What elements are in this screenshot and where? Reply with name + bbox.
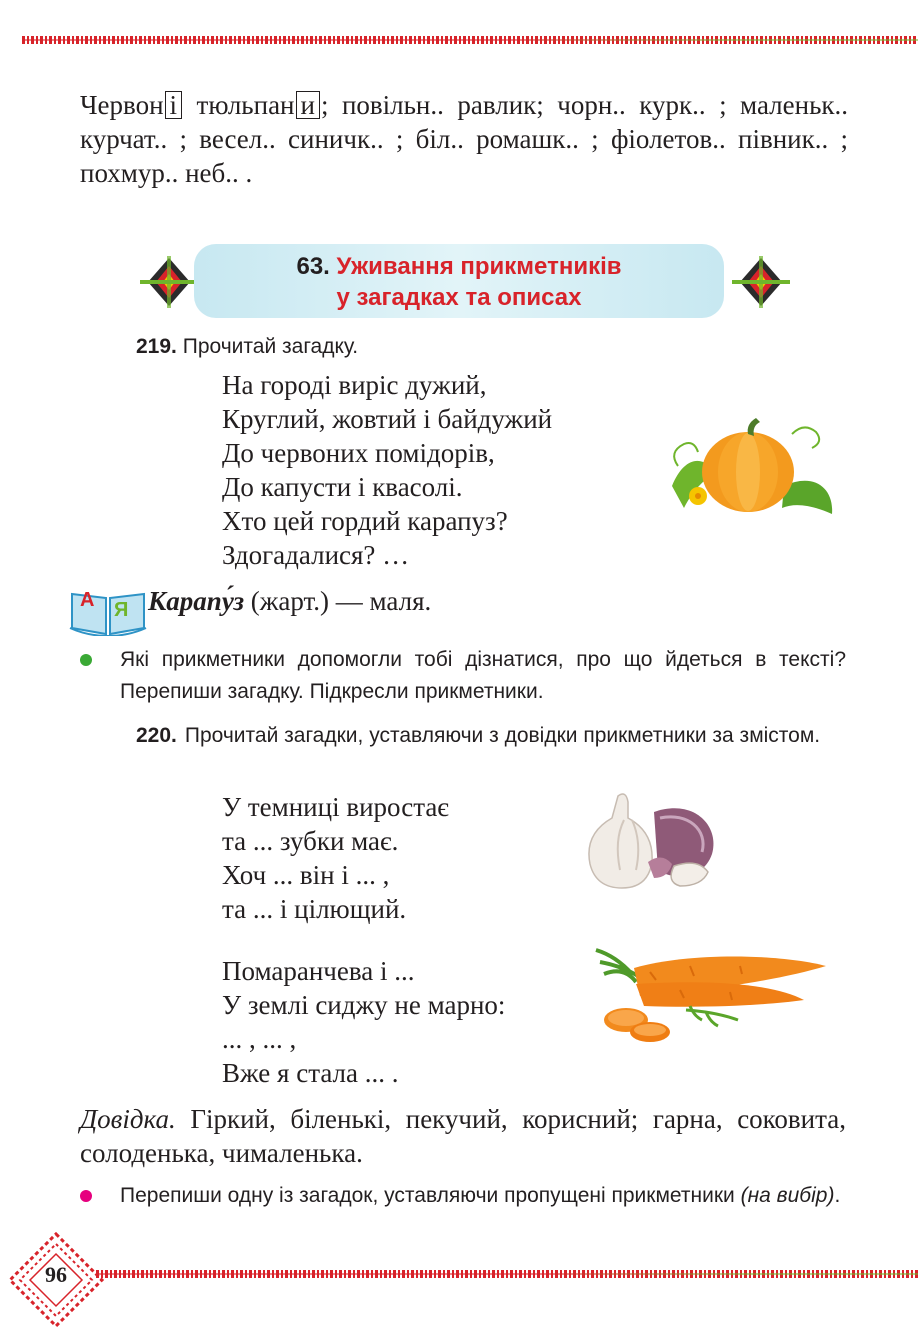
- poem-line: Вже я стала ... .: [222, 1058, 399, 1088]
- pumpkin-icon: [664, 416, 840, 524]
- dictionary-definition: (жарт.) — маля.: [244, 586, 432, 616]
- task-220-heading: [136, 720, 846, 752]
- word-fragment: Червон: [80, 90, 164, 120]
- question-1-text: Які прикметники допомогли тобі дізнатися, про що йдеться в тексті? Перепиши загадку. Підкресли прикметники.: [120, 648, 846, 703]
- topic-title-pill: [194, 244, 724, 318]
- letter-a: А: [80, 589, 95, 611]
- poem-line: Хоч ... він і ... ,: [222, 860, 390, 890]
- boxed-ending: і: [165, 91, 183, 119]
- exercise-paragraph: [80, 88, 848, 190]
- embroidery-ornament-right-icon: [732, 256, 790, 308]
- green-bullet-icon: [80, 654, 92, 666]
- hint-text: Гіркий, біленькі, пекучий, корисний; гарна, соковита, солоденька, чималенька.: [80, 1104, 846, 1168]
- page-number: 96: [45, 1262, 67, 1287]
- dictionary-term: Карапу́з: [148, 586, 244, 616]
- pink-bullet-icon: [80, 1190, 92, 1202]
- bottom-ornament-border: [96, 1270, 918, 1278]
- task-instruction: Прочитай загадки, уставляючи з довідки прикметники за змістом.: [184, 724, 821, 747]
- poem-line: На городі виріс дужий,: [222, 370, 487, 400]
- poem-line: У темниці виростає: [222, 792, 449, 822]
- riddle-garlic: [222, 790, 449, 926]
- riddle-poem-219: [222, 368, 552, 572]
- topic-title-line1: Уживання прикметників: [336, 253, 622, 280]
- boxed-ending: и: [296, 91, 320, 119]
- dictionary-entry: [148, 584, 431, 618]
- topic-title-line2: у загадках та описах: [336, 284, 582, 311]
- question-2-text: [120, 1180, 846, 1212]
- letter-ya: Я: [114, 599, 129, 621]
- question-2-end: .: [834, 1184, 841, 1207]
- garlic-icon: [584, 790, 726, 896]
- topic-header: [140, 242, 790, 322]
- word-fragment: тюльпан: [183, 90, 295, 120]
- task-number: 219.: [136, 335, 177, 358]
- task-number: 220.: [136, 724, 177, 747]
- question-2: [80, 1180, 846, 1212]
- poem-line: У землі сиджу не марно:: [222, 990, 506, 1020]
- carrot-icon: [590, 940, 834, 1044]
- embroidery-ornament-left-icon: [140, 256, 198, 308]
- poem-line: ... , ... ,: [222, 1024, 297, 1054]
- riddle-carrot: [222, 954, 505, 1090]
- poem-line: Круглий, жовтий і байдужий: [222, 404, 553, 434]
- poem-line: та ... зубки має.: [222, 826, 399, 856]
- poem-line: До червоних помідорів,: [222, 438, 495, 468]
- task-instruction: Прочитай загадку.: [182, 335, 359, 358]
- question-2-main: Перепиши одну із загадок, уставляючи пропущені прикметники: [120, 1184, 741, 1207]
- poem-line: та ... і цілющий.: [222, 894, 407, 924]
- question-2-italic: (на вибір): [740, 1184, 835, 1207]
- poem-line: Здогадалися? …: [222, 540, 410, 570]
- poem-line: Хто цей гордий карапуз?: [222, 506, 508, 536]
- hint-paragraph: [80, 1102, 846, 1170]
- open-book-dictionary-icon: [68, 580, 148, 636]
- top-ornament-border: [22, 36, 918, 44]
- topic-number: 63.: [296, 253, 330, 280]
- poem-line: До капусти і квасолі.: [222, 472, 463, 502]
- task-219-heading: [136, 331, 358, 363]
- poem-line: Помаранчева і ...: [222, 956, 415, 986]
- hint-label: Довідка.: [80, 1104, 176, 1134]
- question-1: [80, 644, 846, 708]
- exercise-rest-text: ; повільн.. равлик; чорн.. курк.. ; маленьк.. курчат.. ; весел.. синичк.. ; біл.. ромашк.. ; фіолетов.. півник.. ; похмур.. неб.. .: [80, 90, 849, 188]
